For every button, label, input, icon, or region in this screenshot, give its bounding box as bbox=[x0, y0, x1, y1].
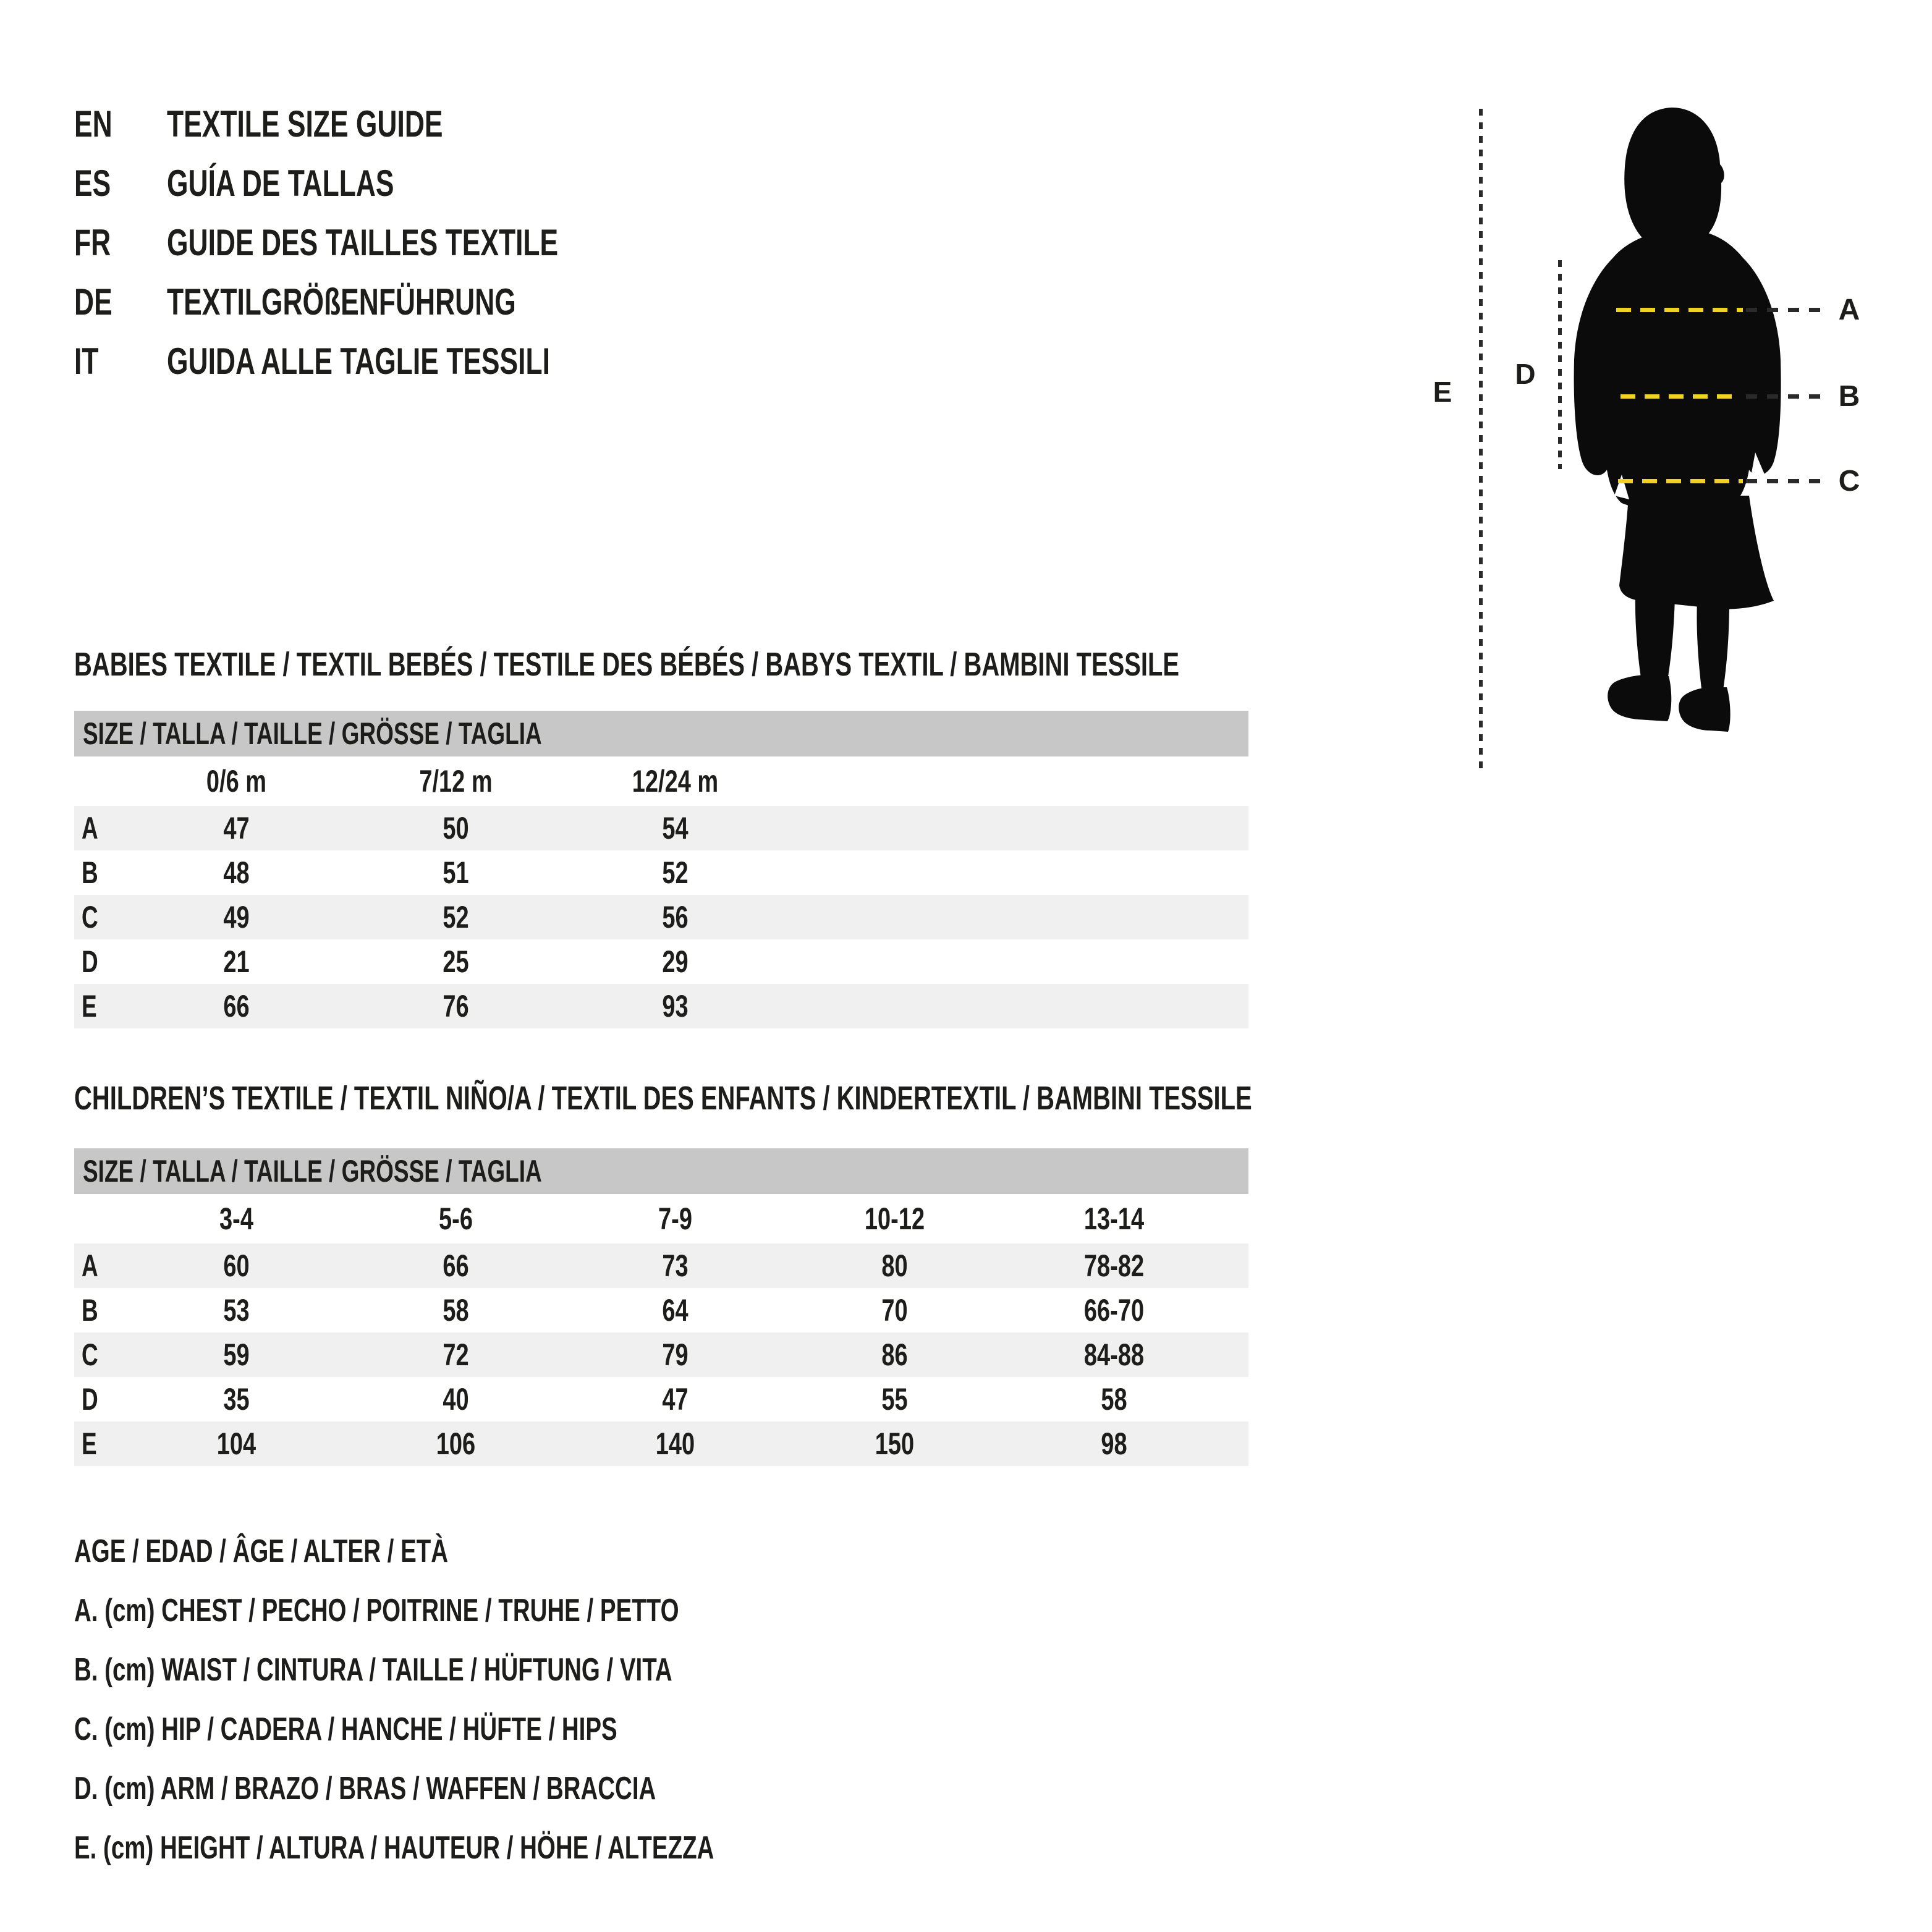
size-value: 64 bbox=[662, 1293, 688, 1328]
legend-height: E. (cm) HEIGHT / ALTURA / HAUTEUR / HÖHE / ALTEZZA bbox=[74, 1830, 714, 1866]
size-value: 35 bbox=[223, 1382, 250, 1417]
column-header: 13-14 bbox=[1083, 1201, 1145, 1236]
table-row bbox=[74, 1244, 1248, 1288]
language-row bbox=[74, 153, 696, 213]
size-value: 56 bbox=[662, 900, 688, 934]
language-code: DE bbox=[74, 281, 112, 323]
language-row bbox=[74, 331, 696, 391]
children-size-table bbox=[74, 1148, 1248, 1466]
hip-measure-line bbox=[1618, 479, 1743, 483]
row-label: B bbox=[82, 1293, 98, 1328]
legend-line bbox=[74, 1759, 939, 1818]
size-value: 106 bbox=[436, 1426, 476, 1461]
size-value: 55 bbox=[881, 1382, 908, 1417]
size-value: 54 bbox=[662, 811, 688, 845]
size-value: 25 bbox=[443, 944, 469, 979]
row-label: E bbox=[82, 1426, 97, 1461]
size-value: 79 bbox=[662, 1337, 688, 1372]
legend-line bbox=[74, 1640, 939, 1700]
column-header-row bbox=[74, 756, 1248, 806]
column-header: 12/24 m bbox=[632, 764, 719, 799]
language-title: GUIDE DES TAILLES TEXTILE bbox=[167, 221, 559, 263]
row-label: E bbox=[82, 989, 97, 1023]
language-title: TEXTILGRÖßENFÜHRUNG bbox=[167, 281, 516, 323]
column-header: 10-12 bbox=[864, 1201, 925, 1236]
children-section-heading bbox=[74, 1077, 1666, 1120]
size-value: 66-70 bbox=[1083, 1293, 1145, 1328]
row-label: B bbox=[82, 855, 98, 890]
table-row bbox=[74, 1288, 1248, 1332]
size-value: 93 bbox=[662, 989, 688, 1023]
size-value: 40 bbox=[443, 1382, 469, 1417]
chest-measure-line bbox=[1616, 308, 1743, 312]
size-value: 66 bbox=[223, 989, 250, 1023]
size-value: 48 bbox=[223, 855, 250, 890]
hip-label: C bbox=[1838, 465, 1860, 498]
babies-size-table bbox=[74, 711, 1248, 1028]
arm-measure-line bbox=[1558, 260, 1562, 469]
language-code: ES bbox=[74, 162, 111, 204]
column-header: 7/12 m bbox=[419, 764, 493, 799]
height-label: E bbox=[1433, 376, 1452, 408]
table-row bbox=[74, 984, 1248, 1028]
size-header-bar bbox=[74, 1148, 1248, 1194]
row-label: A bbox=[82, 1248, 98, 1283]
size-value: 150 bbox=[875, 1426, 915, 1461]
size-value: 50 bbox=[443, 811, 469, 845]
size-value: 98 bbox=[1101, 1426, 1127, 1461]
size-value: 78-82 bbox=[1083, 1248, 1145, 1283]
measurement-legend bbox=[74, 1522, 939, 1878]
row-label: D bbox=[82, 944, 98, 979]
table-row bbox=[74, 850, 1248, 895]
size-value: 51 bbox=[443, 855, 469, 890]
size-value: 73 bbox=[662, 1248, 688, 1283]
size-value: 86 bbox=[881, 1337, 908, 1372]
size-value: 49 bbox=[223, 900, 250, 934]
language-code: EN bbox=[74, 103, 112, 145]
language-title: GUIDA ALLE TAGLIE TESSILI bbox=[167, 340, 550, 382]
size-value: 104 bbox=[216, 1426, 256, 1461]
size-value: 47 bbox=[662, 1382, 688, 1417]
size-value: 66 bbox=[443, 1248, 469, 1283]
legend-hip: C. (cm) HIP / CADERA / HANCHE / HÜFTE / HIPS bbox=[74, 1711, 617, 1747]
row-label: C bbox=[82, 900, 98, 934]
legend-line bbox=[74, 1700, 939, 1759]
language-title: TEXTILE SIZE GUIDE bbox=[167, 103, 443, 145]
chest-measure-leader bbox=[1746, 308, 1823, 312]
size-value: 140 bbox=[655, 1426, 695, 1461]
row-label: A bbox=[82, 811, 98, 845]
table-row bbox=[74, 1421, 1248, 1466]
size-value: 59 bbox=[223, 1337, 250, 1372]
children-heading-text: CHILDREN’S TEXTILE / TEXTIL NIÑO/A / TEXTIL DES ENFANTS / KINDERTEXTIL / BAMBINI TESSILE bbox=[74, 1080, 1252, 1117]
row-label: C bbox=[82, 1337, 98, 1372]
size-value: 60 bbox=[223, 1248, 250, 1283]
legend-chest: A. (cm) CHEST / PECHO / POITRINE / TRUHE / PETTO bbox=[74, 1593, 679, 1629]
table-body bbox=[74, 1244, 1248, 1466]
babies-heading-text: BABIES TEXTILE / TEXTIL BEBÉS / TESTILE DES BÉBÉS / BABYS TEXTIL / BAMBINI TESSILE bbox=[74, 646, 1180, 683]
column-header: 5-6 bbox=[439, 1201, 473, 1236]
size-value: 58 bbox=[443, 1293, 469, 1328]
legend-waist: B. (cm) WAIST / CINTURA / TAILLE / HÜFTUNG / VITA bbox=[74, 1652, 672, 1688]
size-header-bar bbox=[74, 711, 1248, 756]
table-row bbox=[74, 1332, 1248, 1377]
size-value: 84-88 bbox=[1083, 1337, 1145, 1372]
row-label: D bbox=[82, 1382, 98, 1417]
language-code: IT bbox=[74, 340, 99, 382]
size-value: 47 bbox=[223, 811, 250, 845]
legend-arm: D. (cm) ARM / BRAZO / BRAS / WAFFEN / BRACCIA bbox=[74, 1771, 656, 1807]
size-header-text: SIZE / TALLA / TAILLE / GRÖSSE / TAGLIA bbox=[83, 1154, 542, 1188]
child-silhouette bbox=[1570, 106, 1786, 737]
language-row bbox=[74, 272, 696, 331]
language-code: FR bbox=[74, 221, 111, 263]
size-value: 53 bbox=[223, 1293, 250, 1328]
arm-label: D bbox=[1515, 358, 1536, 390]
size-header-text: SIZE / TALLA / TAILLE / GRÖSSE / TAGLIA bbox=[83, 716, 542, 751]
table-row bbox=[74, 939, 1248, 984]
hip-measure-leader bbox=[1746, 479, 1823, 483]
table-row bbox=[74, 895, 1248, 939]
legend-line bbox=[74, 1522, 939, 1581]
legend-age: AGE / EDAD / ÂGE / ALTER / ETÀ bbox=[74, 1533, 449, 1569]
language-row bbox=[74, 213, 696, 272]
size-value: 58 bbox=[1101, 1382, 1127, 1417]
column-header-row bbox=[74, 1194, 1248, 1244]
size-value: 80 bbox=[881, 1248, 908, 1283]
size-value: 29 bbox=[662, 944, 688, 979]
size-value: 52 bbox=[443, 900, 469, 934]
language-title: GUÍA DE TALLAS bbox=[167, 162, 394, 204]
waist-measure-leader bbox=[1746, 394, 1823, 399]
table-row bbox=[74, 806, 1248, 850]
table-row bbox=[74, 1377, 1248, 1421]
table-body bbox=[74, 806, 1248, 1028]
legend-line bbox=[74, 1818, 939, 1878]
legend-line bbox=[74, 1581, 939, 1640]
waist-measure-line bbox=[1621, 394, 1739, 399]
chest-label: A bbox=[1838, 294, 1860, 326]
size-value: 52 bbox=[662, 855, 688, 890]
size-value: 21 bbox=[223, 944, 250, 979]
babies-section-heading bbox=[74, 643, 1567, 686]
language-row bbox=[74, 94, 696, 153]
size-value: 70 bbox=[881, 1293, 908, 1328]
size-value: 72 bbox=[443, 1337, 469, 1372]
waist-label: B bbox=[1838, 380, 1860, 413]
language-list bbox=[74, 94, 696, 391]
size-value: 76 bbox=[443, 989, 469, 1023]
column-header: 3-4 bbox=[219, 1201, 253, 1236]
column-header: 0/6 m bbox=[206, 764, 267, 799]
column-header: 7-9 bbox=[658, 1201, 692, 1236]
